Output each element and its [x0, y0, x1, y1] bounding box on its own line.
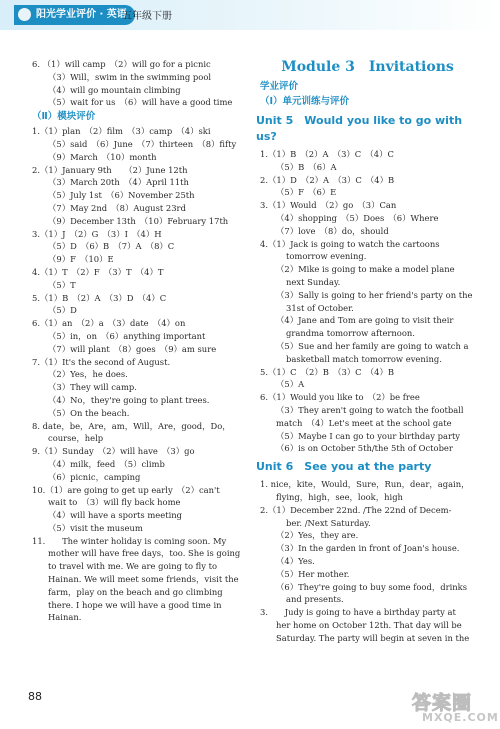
right-answer-line: 3.（1）Would （2）go （3）Can: [260, 200, 397, 211]
left-answer-line: course，help: [48, 433, 104, 444]
right-answer-line: next Sunday.: [286, 276, 341, 287]
right-answer-line: （4）Yes.: [276, 555, 315, 566]
left-answer-line: （3）Will，swim in the swimming pool: [48, 71, 212, 82]
left-answer-line: 4.（1）T （2）F （3）T （4）T: [32, 266, 164, 277]
left-answer-line: （5）T: [48, 279, 76, 290]
page-number: 88: [28, 690, 42, 703]
right-answer-line: （2）Yes，they are.: [276, 530, 359, 541]
left-answer-line: （5）visit the museum: [48, 522, 143, 533]
left-answer-line: farm，play on the beach and go climbing: [48, 586, 223, 597]
left-answer-line: 6. （1）will camp （2）will go for a picnic: [32, 59, 211, 69]
left-answer-line: （5）in，on （6）anything important: [48, 330, 206, 341]
left-answer-line: （4）will go mountain climbing: [48, 84, 181, 95]
right-answer-line: match （4）Let's meet at the school gate: [276, 417, 452, 428]
right-answer-line: ber. /Next Saturday.: [286, 517, 371, 528]
left-answer-line: （7）May 2nd （8）August 23rd: [48, 202, 186, 213]
right-answer-line: 1. nice，kite，Would，Sure，Run，dear，again，: [260, 479, 470, 490]
left-answer-line: to travel with me. We are going to fly to: [48, 561, 218, 572]
right-answer-line: （6）is on October 5th/the 5th of October: [276, 443, 453, 454]
right-answer-line: basketball match tomorrow evening.: [286, 353, 442, 364]
right-answer-line: Saturday. The party will begin at seven in the: [276, 632, 470, 643]
right-answer-line: （5）Maybe I can go to your birthday party: [276, 430, 461, 441]
left-answer-line: （9）December 13th （10）February 17th: [48, 215, 229, 226]
left-answer-line: （4）milk，feed （5）climb: [48, 458, 165, 469]
left-section-heading: （Ⅱ）模块评价: [32, 111, 96, 123]
left-answer-line: （9）F （10）E: [48, 254, 114, 265]
left-answer-line: （3）March 20th （4）April 11th: [48, 177, 189, 188]
left-answer-line: （6）picnic，camping: [48, 471, 141, 482]
right-answer-line: flying，high，see，look，high: [276, 491, 403, 502]
header-band: [0, 0, 500, 30]
left-answer-line: 1.（1）plan （2）film （3）camp （4）ski: [32, 126, 211, 137]
right-answer-line: （5）F （6）E: [276, 187, 337, 198]
right-answer-line: 1.（1）B （2）A （3）C （4）C: [260, 149, 394, 159]
right-answer-line: （4）shopping （5）Does （6）Where: [276, 212, 439, 223]
left-answer-line: （7）will plant （8）goes （9）am sure: [48, 343, 217, 354]
series-title-tab: 阳光学业评价 · 英语: [14, 5, 135, 25]
left-answer-line: （4）No，they're going to plant trees.: [48, 394, 210, 405]
left-answer-line: mother will have free days，too. She is going: [48, 548, 241, 559]
right-answer-line: 5.（1）C （2）B （3）C （4）B: [260, 366, 394, 377]
grade-label: 五年级下册: [122, 11, 172, 22]
left-answer-line: （5）On the beach.: [48, 407, 130, 418]
left-answer-line: （2）Yes，he does.: [48, 369, 128, 380]
left-answer-line: （9）March （10）month: [48, 151, 157, 162]
left-answer-line: （3）They will camp.: [48, 382, 137, 393]
left-answer-line: 3.（1）J （2）G （3）I （4）H: [32, 228, 162, 239]
right-section-heading: （Ⅰ）单元训练与评价: [260, 96, 350, 107]
right-answer-line: 3. Judy is going to have a birthday party at: [260, 607, 456, 618]
right-unit-heading: Unit 5 Would you like to go with us?: [256, 114, 463, 143]
watermark-text: 答案圈: [412, 692, 473, 714]
left-answer-line: there. I hope we will have a good time in: [48, 599, 222, 610]
left-answer-line: （4）will have a sports meeting: [48, 510, 183, 521]
right-answer-line: 4.（1）Jack is going to watch the cartoons: [260, 238, 440, 249]
right-answer-line: （5）Sue and her family are going to watch a: [276, 340, 469, 351]
left-answer-line: Hainan. We will meet some friends，visit the: [48, 574, 239, 585]
right-answer-line: （2）Mike is going to make a model plane: [276, 264, 455, 275]
right-section-heading: 学业评价: [260, 81, 299, 92]
left-answer-line: （5）July 1st （6）November 25th: [48, 190, 195, 201]
right-answer-line: （3）Sally is going to her friend's party on the: [276, 289, 473, 300]
right-answer-line: grandma tomorrow afternoon.: [286, 328, 415, 339]
right-column: [256, 58, 475, 644]
left-answer-line: 2.（1）January 9th （2）June 12th: [32, 164, 188, 175]
right-answer-line: and presents.: [286, 594, 344, 605]
left-answer-line: （5）D: [48, 305, 77, 316]
left-answer-line: wait to （3）will fly back home: [48, 497, 181, 508]
left-answer-line: 10.（1）are going to get up early （2）can't: [32, 484, 220, 495]
right-answer-line: （5）B （6）A: [276, 161, 337, 172]
left-answer-line: 11. The winter holiday is coming soon. My: [32, 535, 227, 546]
right-answer-line: 31st of October.: [286, 302, 354, 313]
right-answer-line: 6.（1）Would you like to （2）be free: [260, 392, 420, 403]
right-answer-line: （6）They're going to buy some food，drinks: [276, 581, 468, 592]
left-answer-line: 6.（1）an （2）a （3）date （4）on: [32, 318, 186, 329]
right-answer-line: （3）In the garden in front of Joan's house.: [276, 543, 460, 554]
right-answer-line: tomorrow evening.: [286, 251, 367, 262]
left-answer-line: （5）said （6）June （7）thirteen （8）fifty: [48, 138, 237, 149]
right-answer-line: 2.（1）December 22nd. /The 22nd of Decem-: [260, 504, 452, 515]
right-unit-heading: Unit 6 See you at the party: [256, 460, 432, 474]
right-answer-line: 2.（1）D （2）A （3）C （4）B: [260, 174, 395, 185]
right-column-body: [256, 80, 475, 644]
watermark-url: MXQE.COM: [422, 711, 499, 724]
module-title: Module 3 Invitations: [281, 59, 454, 75]
right-answer-line: （3）They aren't going to watch the football: [276, 404, 464, 415]
right-answer-line: her home on October 12th. That day will be: [276, 619, 462, 630]
right-answer-line: （5）A: [276, 379, 305, 390]
right-answer-line: （4）Jane and Tom are going to visit their: [276, 315, 454, 326]
left-answer-line: 7.（1）It's the second of August.: [32, 356, 171, 367]
right-answer-line: （5）Her mother.: [276, 568, 350, 579]
left-answer-line: （5）D （6）B （7）A （8）C: [48, 241, 175, 252]
watermark-logo: [404, 688, 499, 726]
left-answer-line: （5）wait for us （6）will have a good time: [48, 97, 233, 108]
left-column: [32, 58, 250, 624]
left-answer-line: Hainan.: [48, 612, 82, 623]
left-answer-line: 5.（1）B （2）A （3）D （4）C: [32, 292, 167, 303]
left-answer-line: 8. date，be，Are，am，Will，Are，good，Do，: [32, 420, 231, 431]
left-answer-line: 9.（1）Sunday （2）will have （3）go: [32, 446, 195, 457]
right-answer-line: （7）love （8）do，should: [276, 225, 389, 236]
